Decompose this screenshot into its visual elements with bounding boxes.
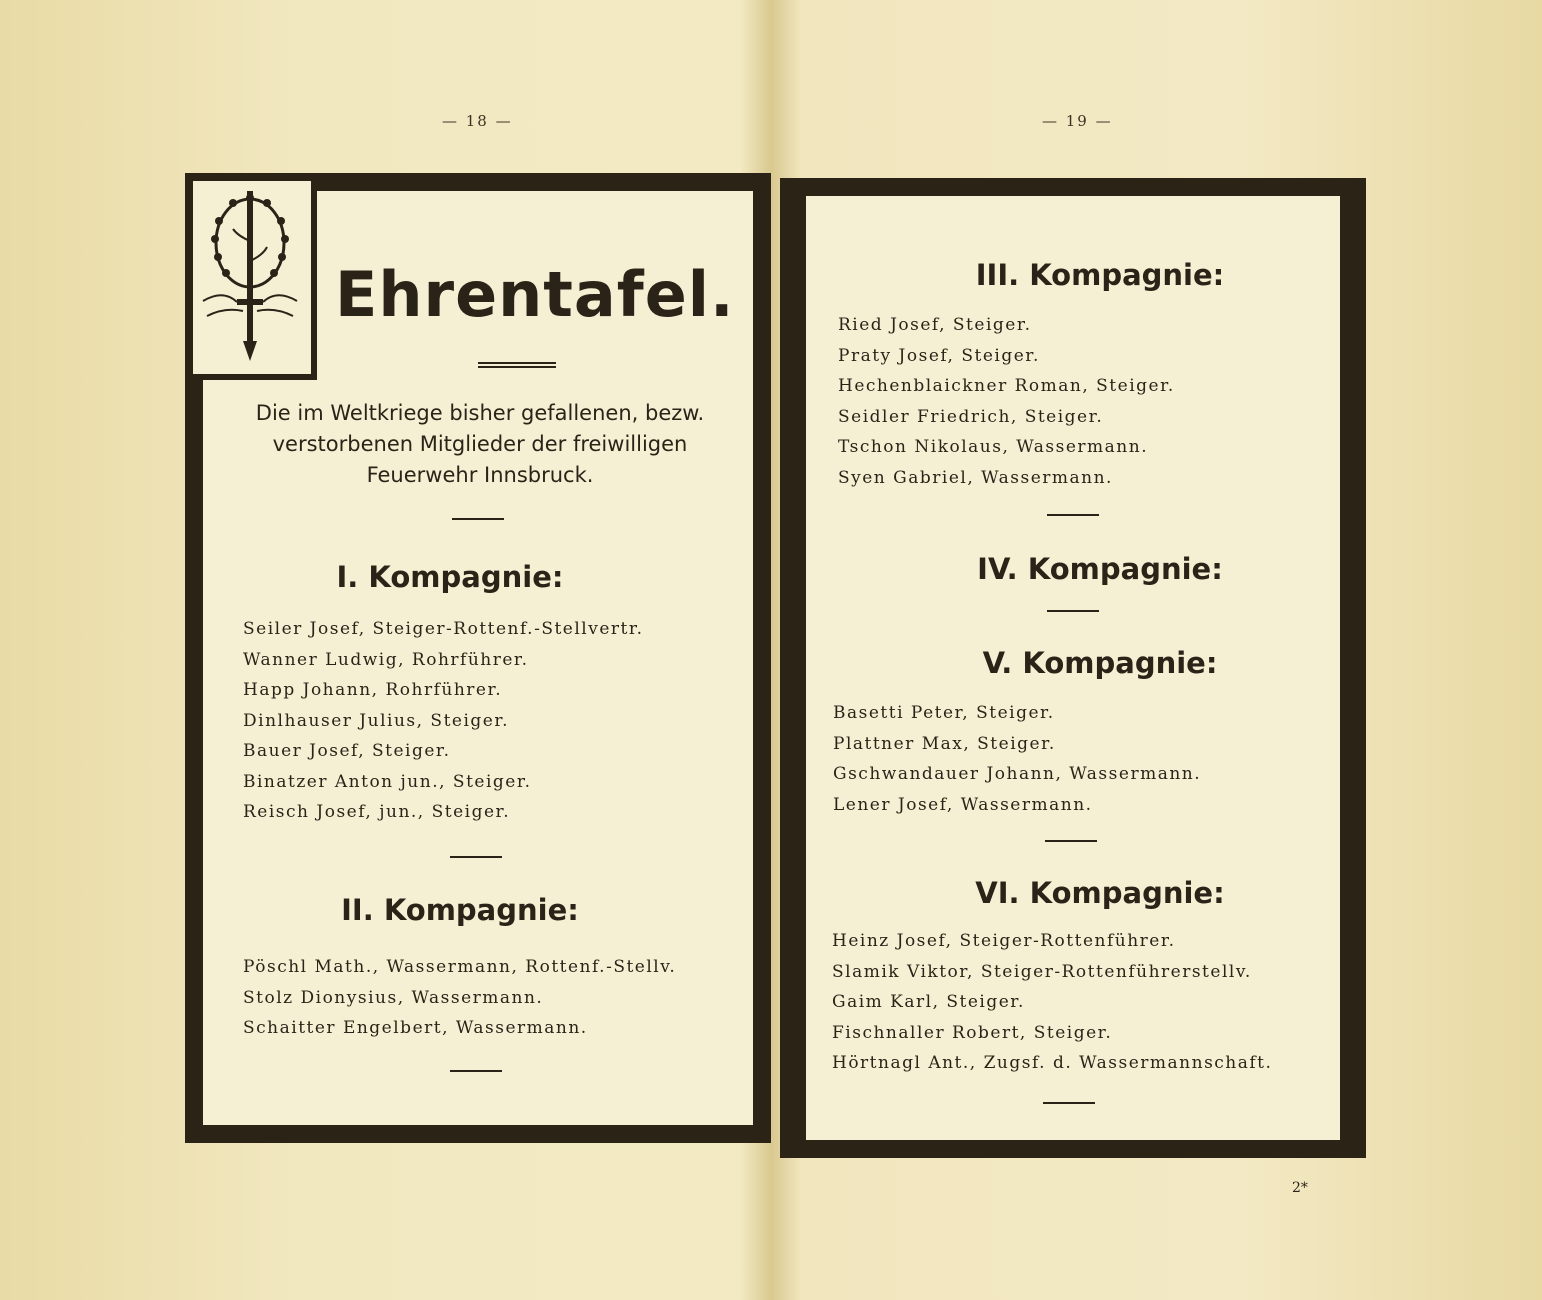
divider (1047, 514, 1099, 516)
list-item: Seidler Friedrich, Steiger. (838, 406, 1104, 427)
double-rule (478, 362, 556, 368)
list-item: Gaim Karl, Steiger. (832, 992, 1025, 1012)
page-title: Ehrentafel. (335, 258, 735, 331)
list-item: Hechenblaickner Roman, Steiger. (838, 376, 1175, 396)
list-item: Seiler Josef, Steiger-Rottenf.-Stellvertr. (243, 619, 644, 639)
section-heading: III. Kompagnie: (975, 258, 1225, 292)
page-number-left: — 18 — (442, 112, 513, 130)
list-item: Heinz Josef, Steiger-Rottenführer. (832, 931, 1176, 951)
list-item: Lener Josef, Wassermann. (833, 794, 1093, 815)
list-item: Happ Johann, Rohrführer. (243, 680, 503, 700)
section-heading: II. Kompagnie: (341, 893, 579, 927)
section-heading: IV. Kompagnie: (977, 552, 1223, 586)
list-item: Reisch Josef, jun., Steiger. (243, 802, 511, 822)
member-list (243, 952, 676, 1044)
section-heading: V. Kompagnie: (982, 646, 1218, 680)
list-item: Basetti Peter, Steiger. (833, 703, 1055, 723)
list-item: Plattner Max, Steiger. (833, 733, 1056, 754)
list-item: Wanner Ludwig, Rohrführer. (243, 649, 529, 670)
divider (1043, 1102, 1095, 1104)
page-number-right: — 19 — (1042, 112, 1113, 130)
list-item: Schaitter Engelbert, Wassermann. (243, 1018, 588, 1038)
laurel-wreath-sword-icon (187, 175, 317, 380)
member-list (833, 698, 1201, 820)
member-list (832, 926, 1272, 1079)
member-list (243, 614, 644, 828)
list-item: Slamik Viktor, Steiger-Rottenführerstellv. (832, 961, 1252, 982)
intro-text (225, 398, 735, 491)
list-item: Binatzer Anton jun., Steiger. (243, 771, 532, 792)
intro-line: Die im Weltkriege bisher gefallenen, bezw. (255, 401, 705, 425)
section-heading: VI. Kompagnie: (975, 876, 1225, 910)
list-item: Tschon Nikolaus, Wassermann. (838, 437, 1149, 457)
divider (450, 1070, 502, 1072)
divider (1047, 610, 1099, 612)
list-item: Hörtnagl Ant., Zugsf. d. Wassermannschaft. (832, 1053, 1273, 1073)
list-item: Syen Gabriel, Wassermann. (838, 467, 1113, 488)
section-heading: I. Kompagnie: (336, 560, 564, 594)
intro-line: verstorbenen Mitglieder der freiwilligen (272, 432, 688, 456)
divider (452, 518, 504, 520)
member-list (838, 310, 1175, 493)
divider (450, 856, 502, 858)
list-item: Ried Josef, Steiger. (838, 315, 1032, 335)
list-item: Bauer Josef, Steiger. (243, 741, 451, 761)
list-item: Praty Josef, Steiger. (838, 345, 1040, 366)
divider (1045, 840, 1097, 842)
folio-mark: 2* (1292, 1180, 1308, 1196)
list-item: Gschwandauer Johann, Wassermann. (833, 764, 1202, 784)
intro-line: Feuerwehr Innsbruck. (366, 463, 594, 487)
list-item: Dinlhauser Julius, Steiger. (243, 710, 509, 731)
list-item: Fischnaller Robert, Steiger. (832, 1022, 1113, 1043)
list-item: Stolz Dionysius, Wassermann. (243, 987, 544, 1008)
list-item: Pöschl Math., Wassermann, Rottenf.-Stellv. (243, 957, 677, 977)
